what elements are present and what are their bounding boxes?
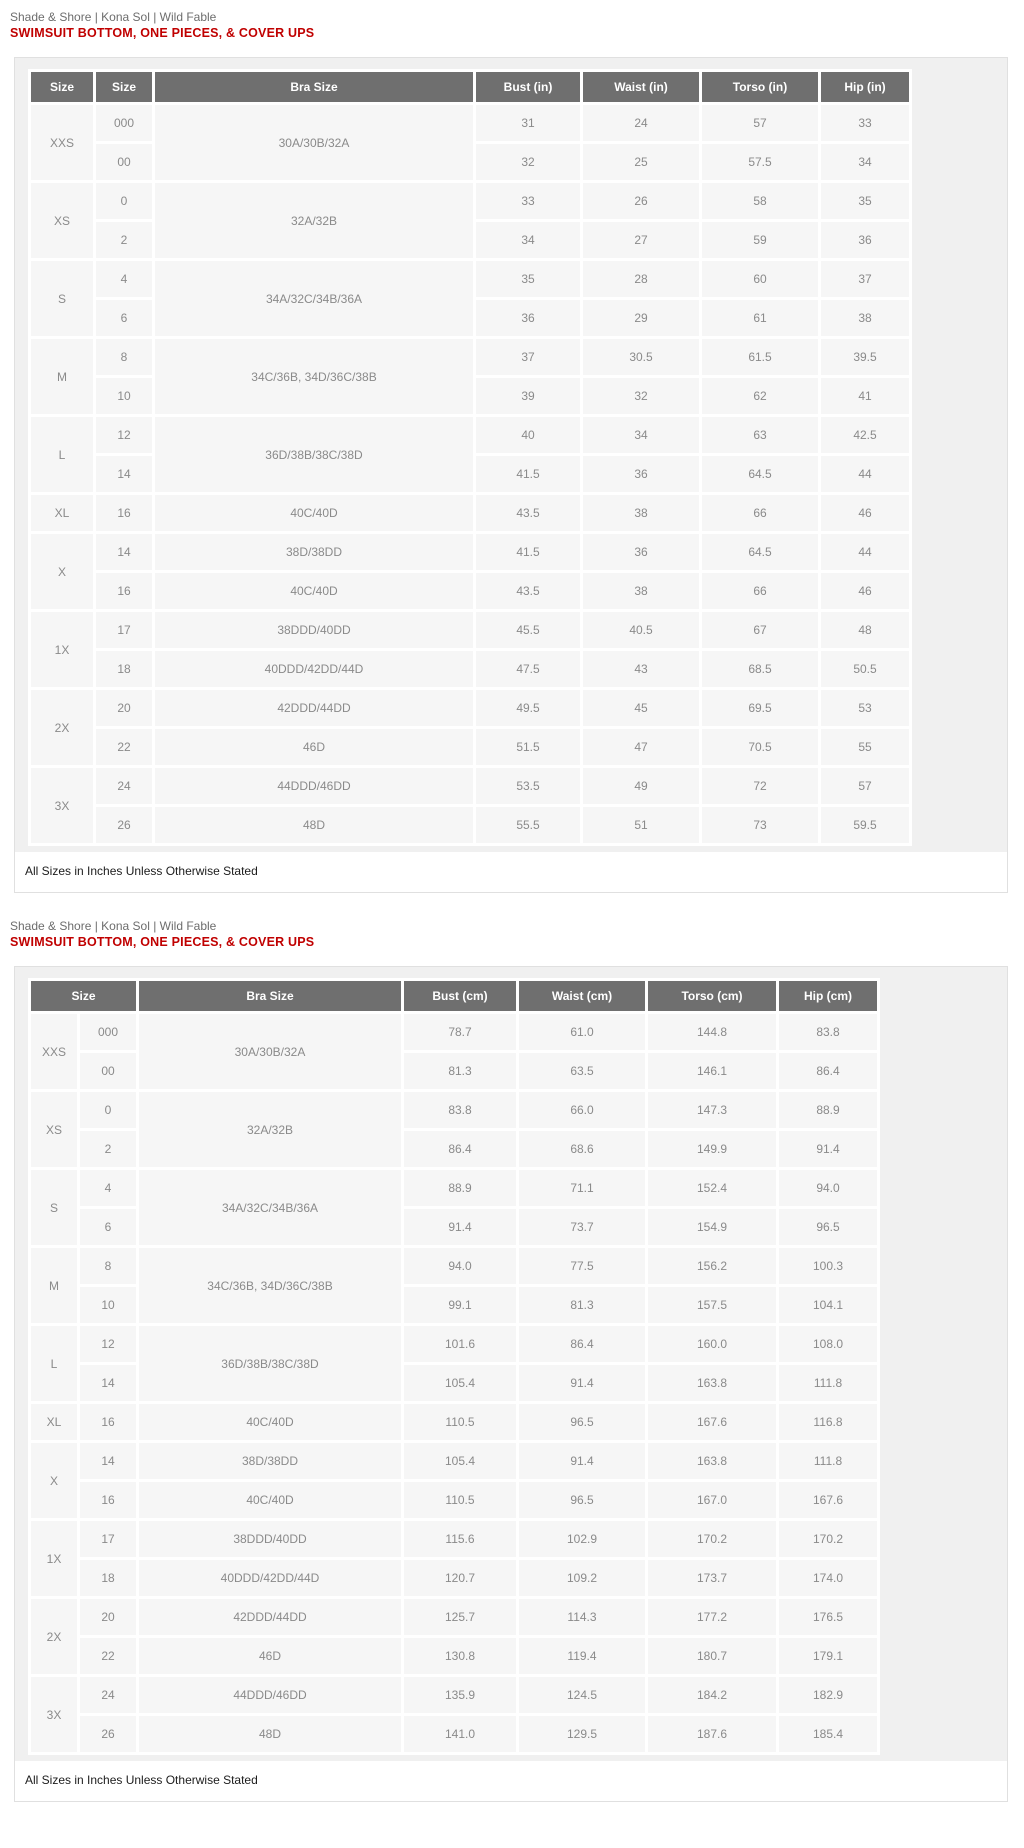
measure-cell: 33 [821, 105, 909, 141]
measure-cell: 30.5 [583, 339, 699, 375]
measure-cell: 101.6 [404, 1326, 516, 1362]
measure-cell: 40.5 [583, 612, 699, 648]
measure-cell: 185.4 [779, 1716, 877, 1752]
measure-cell: 37 [476, 339, 580, 375]
measure-cell: 44 [821, 456, 909, 492]
measure-cell: 94.0 [404, 1248, 516, 1284]
size-group-cell: S [31, 261, 93, 336]
measure-cell: 105.4 [404, 1443, 516, 1479]
measure-cell: 40 [476, 417, 580, 453]
bra-size-cell: 38D/38DD [155, 534, 473, 570]
table-row [31, 1599, 877, 1635]
measure-cell: 33 [476, 183, 580, 219]
brand-line: Shade & Shore | Kona Sol | Wild Fable [10, 10, 217, 24]
table-row [31, 183, 909, 219]
measure-cell: 64.5 [702, 534, 818, 570]
measure-cell: 110.5 [404, 1482, 516, 1518]
measure-cell: 88.9 [404, 1170, 516, 1206]
size-number-cell: 14 [96, 456, 152, 492]
measure-cell: 71.1 [519, 1170, 645, 1206]
header-row [31, 72, 909, 102]
measure-cell: 53 [821, 690, 909, 726]
measure-cell: 160.0 [648, 1326, 776, 1362]
column-header: Bra Size [139, 981, 401, 1011]
measure-cell: 147.3 [648, 1092, 776, 1128]
size-group-cell: L [31, 417, 93, 492]
table-row [31, 1170, 877, 1206]
size-group-cell: X [31, 534, 93, 609]
measure-cell: 91.4 [404, 1209, 516, 1245]
bra-size-cell: 32A/32B [139, 1092, 401, 1167]
measure-cell: 28 [583, 261, 699, 297]
measure-cell: 29 [583, 300, 699, 336]
size-table-cm [28, 978, 880, 1755]
size-group-cell: XS [31, 1092, 77, 1167]
size-number-cell: 8 [80, 1248, 136, 1284]
measure-cell: 157.5 [648, 1287, 776, 1323]
table-row [31, 573, 909, 609]
size-number-cell: 6 [80, 1209, 136, 1245]
table-row [31, 417, 909, 453]
measure-cell: 156.2 [648, 1248, 776, 1284]
table-row [31, 1677, 877, 1713]
measure-cell: 173.7 [648, 1560, 776, 1596]
size-number-cell: 16 [80, 1404, 136, 1440]
measure-cell: 72 [702, 768, 818, 804]
bra-size-cell: 48D [139, 1716, 401, 1752]
measure-cell: 163.8 [648, 1365, 776, 1401]
page-title: SWIMSUIT BOTTOM, ONE PIECES, & COVER UPS [10, 26, 315, 40]
size-number-cell: 2 [96, 222, 152, 258]
size-number-cell: 17 [80, 1521, 136, 1557]
measure-cell: 104.1 [779, 1287, 877, 1323]
measure-cell: 60 [702, 261, 818, 297]
size-group-cell: XXS [31, 105, 93, 180]
measure-cell: 99.1 [404, 1287, 516, 1323]
measure-cell: 167.6 [779, 1482, 877, 1518]
bra-size-cell: 30A/30B/32A [155, 105, 473, 180]
header-row [31, 981, 877, 1011]
measure-cell: 91.4 [779, 1131, 877, 1167]
footnote: All Sizes in Inches Unless Otherwise Stated [15, 1761, 1007, 1801]
measure-cell: 32 [476, 144, 580, 180]
size-number-cell: 14 [96, 534, 152, 570]
measure-cell: 170.2 [648, 1521, 776, 1557]
measure-cell: 116.8 [779, 1404, 877, 1440]
size-number-cell: 8 [96, 339, 152, 375]
measure-cell: 184.2 [648, 1677, 776, 1713]
size-number-cell: 16 [96, 495, 152, 531]
measure-cell: 61.5 [702, 339, 818, 375]
bra-size-cell: 42DDD/44DD [155, 690, 473, 726]
size-number-cell: 20 [96, 690, 152, 726]
size-group-cell: M [31, 1248, 77, 1323]
measure-cell: 53.5 [476, 768, 580, 804]
size-number-cell: 24 [80, 1677, 136, 1713]
bra-size-cell: 34C/36B, 34D/36C/38B [139, 1248, 401, 1323]
measure-cell: 38 [821, 300, 909, 336]
column-header: Size [31, 72, 93, 102]
column-header: Bust (cm) [404, 981, 516, 1011]
brand-line: Shade & Shore | Kona Sol | Wild Fable [10, 919, 217, 933]
measure-cell: 149.9 [648, 1131, 776, 1167]
bra-size-cell: 44DDD/46DD [139, 1677, 401, 1713]
measure-cell: 187.6 [648, 1716, 776, 1752]
size-number-cell: 4 [80, 1170, 136, 1206]
table-row [31, 1326, 877, 1362]
bra-size-cell: 30A/30B/32A [139, 1014, 401, 1089]
measure-cell: 46 [821, 573, 909, 609]
measure-cell: 36 [821, 222, 909, 258]
measure-cell: 96.5 [519, 1404, 645, 1440]
size-number-cell: 12 [96, 417, 152, 453]
table-row [31, 807, 909, 843]
bra-size-cell: 38DDD/40DD [139, 1521, 401, 1557]
bra-size-cell: 40DDD/42DD/44D [155, 651, 473, 687]
measure-cell: 141.0 [404, 1716, 516, 1752]
measure-cell: 130.8 [404, 1638, 516, 1674]
measure-cell: 38 [583, 495, 699, 531]
measure-cell: 94.0 [779, 1170, 877, 1206]
size-group-cell: S [31, 1170, 77, 1245]
size-number-cell: 22 [96, 729, 152, 765]
measure-cell: 43 [583, 651, 699, 687]
measure-cell: 96.5 [779, 1209, 877, 1245]
column-header: Hip (cm) [779, 981, 877, 1011]
size-group-cell: XXS [31, 1014, 77, 1089]
measure-cell: 109.2 [519, 1560, 645, 1596]
measure-cell: 35 [476, 261, 580, 297]
measure-cell: 86.4 [519, 1326, 645, 1362]
size-number-cell: 26 [80, 1716, 136, 1752]
measure-cell: 180.7 [648, 1638, 776, 1674]
measure-cell: 70.5 [702, 729, 818, 765]
size-number-cell: 18 [96, 651, 152, 687]
measure-cell: 58 [702, 183, 818, 219]
measure-cell: 55.5 [476, 807, 580, 843]
measure-cell: 96.5 [519, 1482, 645, 1518]
size-number-cell: 000 [80, 1014, 136, 1050]
column-header: Waist (cm) [519, 981, 645, 1011]
measure-cell: 26 [583, 183, 699, 219]
table-row [31, 1716, 877, 1752]
table-panel-cm [14, 966, 1008, 1802]
measure-cell: 51.5 [476, 729, 580, 765]
size-group-cell: XL [31, 495, 93, 531]
table-row [31, 261, 909, 297]
measure-cell: 66 [702, 495, 818, 531]
measure-cell: 115.6 [404, 1521, 516, 1557]
measure-cell: 61 [702, 300, 818, 336]
size-group-cell: 1X [31, 612, 93, 687]
measure-cell: 36 [583, 456, 699, 492]
measure-cell: 68.6 [519, 1131, 645, 1167]
bra-size-cell: 48D [155, 807, 473, 843]
measure-cell: 68.5 [702, 651, 818, 687]
measure-cell: 57 [821, 768, 909, 804]
measure-cell: 105.4 [404, 1365, 516, 1401]
table-row [31, 1638, 877, 1674]
measure-cell: 111.8 [779, 1365, 877, 1401]
bra-size-cell: 36D/38B/38C/38D [155, 417, 473, 492]
bra-size-cell: 38D/38DD [139, 1443, 401, 1479]
size-number-cell: 000 [96, 105, 152, 141]
measure-cell: 61.0 [519, 1014, 645, 1050]
size-number-cell: 17 [96, 612, 152, 648]
table-row [31, 1404, 877, 1440]
size-number-cell: 14 [80, 1443, 136, 1479]
size-number-cell: 18 [80, 1560, 136, 1596]
table-row [31, 1443, 877, 1479]
measure-cell: 42.5 [821, 417, 909, 453]
table-row [31, 1482, 877, 1518]
measure-cell: 86.4 [404, 1131, 516, 1167]
measure-cell: 66.0 [519, 1092, 645, 1128]
table-row [31, 105, 909, 141]
measure-cell: 59 [702, 222, 818, 258]
measure-cell: 78.7 [404, 1014, 516, 1050]
measure-cell: 91.4 [519, 1443, 645, 1479]
measure-cell: 32 [583, 378, 699, 414]
size-group-cell: 2X [31, 1599, 77, 1674]
size-group-cell: 2X [31, 690, 93, 765]
measure-cell: 144.8 [648, 1014, 776, 1050]
table-panel-inches [14, 57, 1008, 893]
table-row [31, 1248, 877, 1284]
measure-cell: 38 [583, 573, 699, 609]
table-row [31, 768, 909, 804]
measure-cell: 57 [702, 105, 818, 141]
size-group-cell: L [31, 1326, 77, 1401]
measure-cell: 146.1 [648, 1053, 776, 1089]
measure-cell: 67 [702, 612, 818, 648]
measure-cell: 51 [583, 807, 699, 843]
size-group-cell: XS [31, 183, 93, 258]
size-number-cell: 6 [96, 300, 152, 336]
size-group-cell: 3X [31, 768, 93, 843]
measure-cell: 55 [821, 729, 909, 765]
bra-size-cell: 46D [139, 1638, 401, 1674]
measure-cell: 152.4 [648, 1170, 776, 1206]
size-number-cell: 20 [80, 1599, 136, 1635]
bra-size-cell: 46D [155, 729, 473, 765]
measure-cell: 154.9 [648, 1209, 776, 1245]
measure-cell: 129.5 [519, 1716, 645, 1752]
column-header: Size [31, 981, 136, 1011]
measure-cell: 73 [702, 807, 818, 843]
column-header: Torso (cm) [648, 981, 776, 1011]
measure-cell: 125.7 [404, 1599, 516, 1635]
measure-cell: 77.5 [519, 1248, 645, 1284]
measure-cell: 69.5 [702, 690, 818, 726]
measure-cell: 34 [583, 417, 699, 453]
column-header: Size [96, 72, 152, 102]
measure-cell: 177.2 [648, 1599, 776, 1635]
measure-cell: 167.6 [648, 1404, 776, 1440]
size-number-cell: 26 [96, 807, 152, 843]
column-header: Waist (in) [583, 72, 699, 102]
size-group-cell: XL [31, 1404, 77, 1440]
size-number-cell: 16 [80, 1482, 136, 1518]
table-row [31, 729, 909, 765]
size-chart-section-cm [10, 919, 1010, 1802]
measure-cell: 124.5 [519, 1677, 645, 1713]
size-group-cell: M [31, 339, 93, 414]
size-number-cell: 22 [80, 1638, 136, 1674]
measure-cell: 81.3 [519, 1287, 645, 1323]
page-title: SWIMSUIT BOTTOM, ONE PIECES, & COVER UPS [10, 935, 315, 949]
measure-cell: 83.8 [779, 1014, 877, 1050]
measure-cell: 37 [821, 261, 909, 297]
bra-size-cell: 32A/32B [155, 183, 473, 258]
measure-cell: 63.5 [519, 1053, 645, 1089]
measure-cell: 41.5 [476, 534, 580, 570]
size-number-cell: 24 [96, 768, 152, 804]
bra-size-cell: 34C/36B, 34D/36C/38B [155, 339, 473, 414]
measure-cell: 163.8 [648, 1443, 776, 1479]
measure-cell: 44 [821, 534, 909, 570]
footnote: All Sizes in Inches Unless Otherwise Stated [15, 852, 1007, 892]
measure-cell: 86.4 [779, 1053, 877, 1089]
measure-cell: 43.5 [476, 495, 580, 531]
column-header: Hip (in) [821, 72, 909, 102]
size-number-cell: 2 [80, 1131, 136, 1167]
measure-cell: 59.5 [821, 807, 909, 843]
bra-size-cell: 40C/40D [139, 1482, 401, 1518]
measure-cell: 41.5 [476, 456, 580, 492]
size-number-cell: 00 [96, 144, 152, 180]
measure-cell: 170.2 [779, 1521, 877, 1557]
size-number-cell: 14 [80, 1365, 136, 1401]
size-number-cell: 0 [80, 1092, 136, 1128]
measure-cell: 62 [702, 378, 818, 414]
size-number-cell: 10 [96, 378, 152, 414]
size-table-inches [28, 69, 912, 846]
measure-cell: 57.5 [702, 144, 818, 180]
measure-cell: 31 [476, 105, 580, 141]
table-row [31, 690, 909, 726]
measure-cell: 39.5 [821, 339, 909, 375]
measure-cell: 81.3 [404, 1053, 516, 1089]
measure-cell: 111.8 [779, 1443, 877, 1479]
table-row [31, 612, 909, 648]
measure-cell: 45 [583, 690, 699, 726]
measure-cell: 66 [702, 573, 818, 609]
bra-size-cell: 40C/40D [155, 573, 473, 609]
measure-cell: 135.9 [404, 1677, 516, 1713]
size-number-cell: 12 [80, 1326, 136, 1362]
size-number-cell: 10 [80, 1287, 136, 1323]
measure-cell: 73.7 [519, 1209, 645, 1245]
column-header: Bust (in) [476, 72, 580, 102]
column-header: Bra Size [155, 72, 473, 102]
measure-cell: 41 [821, 378, 909, 414]
size-group-cell: 1X [31, 1521, 77, 1596]
measure-cell: 179.1 [779, 1638, 877, 1674]
measure-cell: 36 [476, 300, 580, 336]
size-group-cell: 3X [31, 1677, 77, 1752]
bra-size-cell: 40C/40D [139, 1404, 401, 1440]
measure-cell: 174.0 [779, 1560, 877, 1596]
measure-cell: 46 [821, 495, 909, 531]
measure-cell: 83.8 [404, 1092, 516, 1128]
measure-cell: 102.9 [519, 1521, 645, 1557]
measure-cell: 119.4 [519, 1638, 645, 1674]
measure-cell: 108.0 [779, 1326, 877, 1362]
measure-cell: 39 [476, 378, 580, 414]
table-row [31, 1560, 877, 1596]
bra-size-cell: 40DDD/42DD/44D [139, 1560, 401, 1596]
measure-cell: 120.7 [404, 1560, 516, 1596]
size-chart-section-inches [10, 10, 1010, 893]
measure-cell: 35 [821, 183, 909, 219]
bra-size-cell: 36D/38B/38C/38D [139, 1326, 401, 1401]
bra-size-cell: 38DDD/40DD [155, 612, 473, 648]
table-row [31, 1521, 877, 1557]
measure-cell: 45.5 [476, 612, 580, 648]
table-row [31, 495, 909, 531]
measure-cell: 63 [702, 417, 818, 453]
measure-cell: 36 [583, 534, 699, 570]
measure-cell: 24 [583, 105, 699, 141]
column-header: Torso (in) [702, 72, 818, 102]
bra-size-cell: 44DDD/46DD [155, 768, 473, 804]
measure-cell: 167.0 [648, 1482, 776, 1518]
bra-size-cell: 34A/32C/34B/36A [139, 1170, 401, 1245]
size-number-cell: 00 [80, 1053, 136, 1089]
measure-cell: 47.5 [476, 651, 580, 687]
bra-size-cell: 40C/40D [155, 495, 473, 531]
measure-cell: 48 [821, 612, 909, 648]
measure-cell: 47 [583, 729, 699, 765]
table-row [31, 1092, 877, 1128]
table-row [31, 534, 909, 570]
size-number-cell: 16 [96, 573, 152, 609]
bra-size-cell: 34A/32C/34B/36A [155, 261, 473, 336]
measure-cell: 34 [476, 222, 580, 258]
measure-cell: 49 [583, 768, 699, 804]
measure-cell: 49.5 [476, 690, 580, 726]
table-row [31, 651, 909, 687]
size-number-cell: 0 [96, 183, 152, 219]
measure-cell: 43.5 [476, 573, 580, 609]
measure-cell: 50.5 [821, 651, 909, 687]
size-group-cell: X [31, 1443, 77, 1518]
bra-size-cell: 42DDD/44DD [139, 1599, 401, 1635]
measure-cell: 182.9 [779, 1677, 877, 1713]
measure-cell: 176.5 [779, 1599, 877, 1635]
measure-cell: 114.3 [519, 1599, 645, 1635]
table-row [31, 1014, 877, 1050]
measure-cell: 34 [821, 144, 909, 180]
measure-cell: 100.3 [779, 1248, 877, 1284]
measure-cell: 110.5 [404, 1404, 516, 1440]
measure-cell: 27 [583, 222, 699, 258]
measure-cell: 64.5 [702, 456, 818, 492]
table-row [31, 339, 909, 375]
measure-cell: 25 [583, 144, 699, 180]
measure-cell: 91.4 [519, 1365, 645, 1401]
measure-cell: 88.9 [779, 1092, 877, 1128]
size-number-cell: 4 [96, 261, 152, 297]
